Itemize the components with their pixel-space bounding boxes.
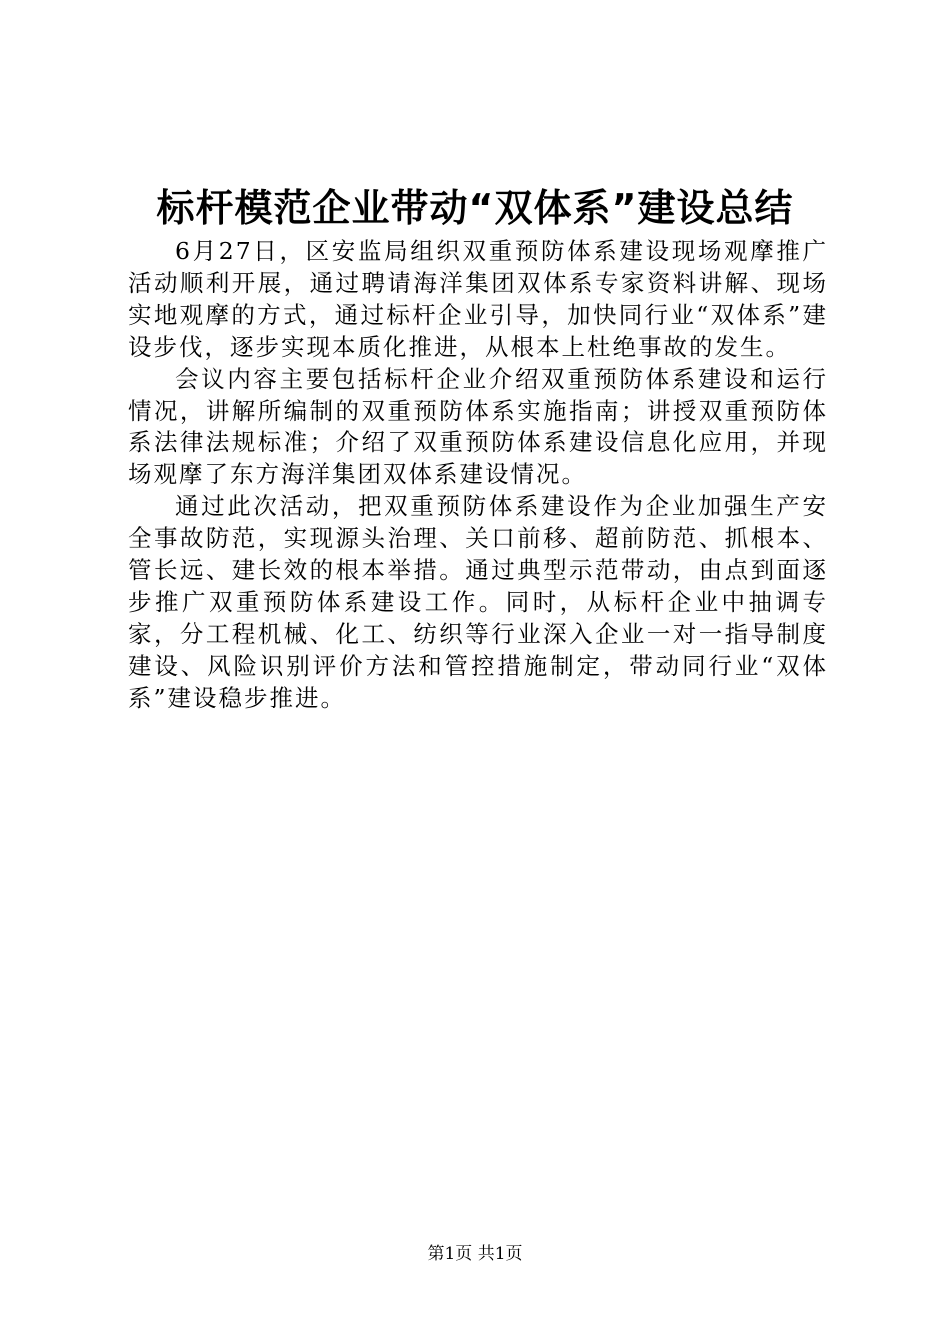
paragraph: 6月27日，区安监局组织双重预防体系建设现场观摩推广活动顺利开展，通过聘请海洋集团双体系专家资料讲解、现场实地观摩的方式，通过标杆企业引导，加快同行业“双体系”建设步伐，逐步实现本质化推进，从根本上杜绝事故的发生。 (128, 237, 828, 361)
document-body (128, 236, 828, 715)
page-number-footer: 第1页 共1页 (427, 1244, 523, 1264)
paragraph: 通过此次活动，把双重预防体系建设作为企业加强生产安全事故防范，实现源头治理、关口前移、超前防范、抓根本、管长远、建长效的根本举措。通过典型示范带动，由点到面逐步推广双重预防体系建设工作。同时，从标杆企业中抽调专家，分工程机械、化工、纺织等行业深入企业一对一指导制度建设、风险识别评价方法和管控措施制定，带动同行业“双体系”建设稳步推进。 (128, 492, 828, 712)
paragraph: 会议内容主要包括标杆企业介绍双重预防体系建设和运行情况，讲解所编制的双重预防体系实施指南；讲授双重预防体系法律法规标准；介绍了双重预防体系建设信息化应用，并现场观摩了东方海洋集团双体系建设情况。 (128, 364, 828, 489)
document-title: 标杆模范企业带动“双体系”建设总结 (156, 186, 794, 230)
